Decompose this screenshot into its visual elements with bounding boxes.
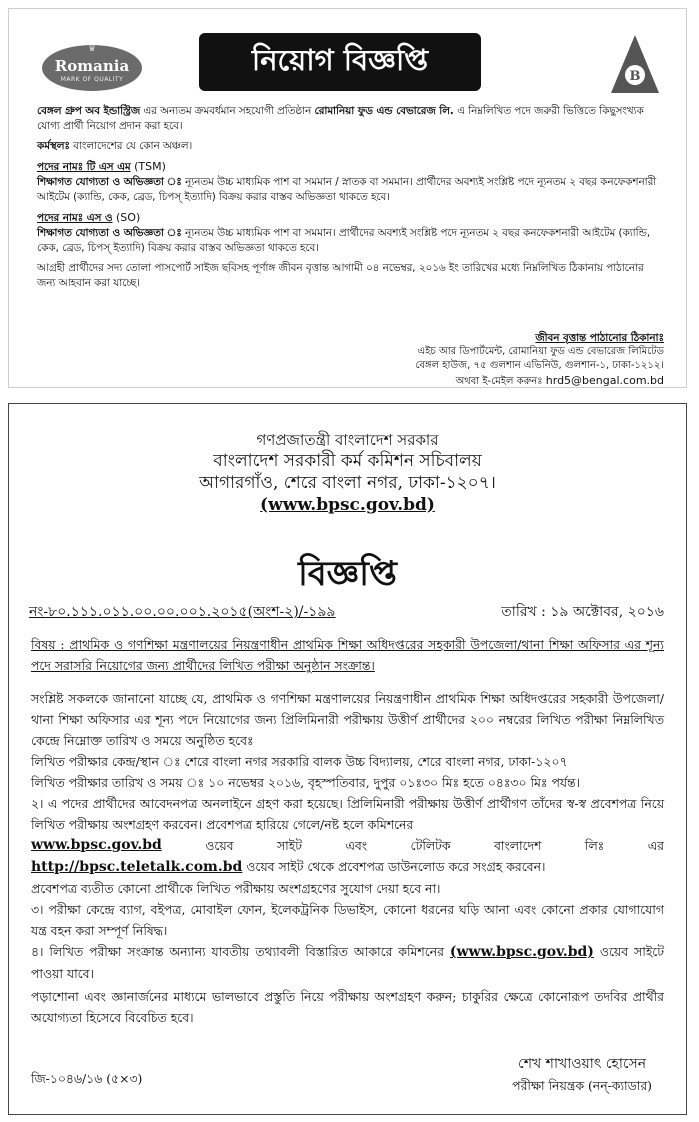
exam-venue: লিখিত পরীক্ষার কেন্দ্র/স্থান ঃ শেরে বাংলা নগর সরকারি বালক উচ্চ বিদ্যালয়, শেরে বাংলা নগর, ঢাকা-১২০৭ [31,754,568,769]
commission-name: বাংলাদেশ সরকারী কর্ম কমিশন সচিবালয় [213,451,482,471]
email-link[interactable]: hrd5@bengal.com.bd [545,373,664,387]
post-tsm [37,160,665,205]
notice-subject: বিষয় : প্রাথমিক ও গণশিক্ষা মন্ত্রণালয়ের নিয়ন্ত্রণাধীন প্রাথমিক শিক্ষা অধিদপ্তরের সহকারী উপজেলা/থানা শিক্ষা অফিসার এর শূন্য পদে সরাসরি নিয়োগের জন্য প্রার্থীদের লিখিত পরীক্ষা অনুষ্ঠান সংক্রান্ত। [31,637,664,673]
cv-email-line [415,374,664,389]
memo-row [29,600,664,624]
gov-name: গণপ্রজাতন্ত্রী বাংলাদেশ সরকার [256,431,439,449]
item-2-end: প্রবেশপত্র ব্যতীত কোনো প্রার্থীকে লিখিত পরীক্ষায় অংশগ্রহণের সুযোগ দেয়া হবে না। [31,881,441,896]
intro-text-1: এর অন্যতম ক্রমবর্ধমান সহযোগী প্রতিষ্ঠান [140,105,315,117]
cv-address-line1: এইচ আর ডিপার্টমেন্ট, রোমানিয়া ফুড এন্ড বেভারেজ লিমিটেড [417,346,664,358]
intro-text-2: এ নিম্নলিখিত পদে জরুরী ভিত্তিতে কিছুসংখ্যক যোগ্য প্রার্থী নিয়োগ প্রদান করা হবে। [37,105,644,132]
commission-website[interactable]: (www.bpsc.gov.bd) [260,495,435,515]
post-name-label: পদের নামঃ এস ও [37,211,113,224]
post-name-so [37,211,665,226]
item-2-text: ২। এ পদের প্রার্থীদের আবেদনপত্র অনলাইনে গ্রহণ করা হয়েছে। প্রিলিমিনারী পরীক্ষায় উত্তীর্ণ প্রার্থীগণ তাঁদের স্ব-স্ব প্রবেশপত্র নিয়ে লিখিত পরীক্ষায় অংশগ্রহণ করবেন। প্রবেশপত্র হারিয়ে গেলে/নষ্ট হলে কমিশনের [31,796,664,832]
post-name-en: (SO) [112,210,141,224]
bengal-logo-letter: B [629,69,641,84]
ad-code: জি-১০৪৬/১৬ (৫×৩) [31,1071,143,1086]
apply-instructions: আগ্রহী প্রার্থীদের সদ্য তোলা পাসপোর্ট সাইজ ছবিসহ পূর্ণাঙ্গ জীবন বৃত্তান্ত আগামী ০৪ নভেম্বর, ২০১৬ ইং তারিখের মধ্যে নিম্নলিখিত ঠিকানায় পাঠানোর জন্য আহবান করা যাচ্ছে। [37,262,644,289]
qualification-label: শিক্ষাগত যোগ্যতা ও অভিজ্ঞতা ঃ [37,227,182,240]
commission-address: আগারগাঁও, শেরে বাংলা নগর, ঢাকা-১২০৭। [199,473,496,493]
cv-address-block [415,331,664,389]
sister-company-name: রোমানিয়া ফুড এন্ড বেভারেজ লি. [314,105,454,117]
government-header [9,430,686,517]
item-4 [31,941,664,984]
item2-word: এবং [345,838,368,853]
workplace-value: বাংলাদেশের যে কোন অঞ্চল। [69,140,193,153]
exam-datetime: লিখিত পরীক্ষার তারিখ ও সময় ঃ ১০ নভেম্বর ২০১৬, বৃহস্পতিবার, দুপুর ০১ঃ৩০ মিঃ হতে ০৪ঃ৩০ মিঃ পর্যন্ত। [31,775,580,790]
bengal-triangle-logo-icon [609,33,661,95]
item4-end: ওয়েব সাইটে পাওয়া যাবে। [31,944,664,981]
romania-logo-brand: Romania [54,57,130,75]
item2-word: লিঃ [584,838,605,853]
cv-address-title: জীবন বৃত্তান্ত পাঠানোর ঠিকানাঃ [535,332,664,344]
memo-number: নং-৮০.১১১.০১১.০০.০০.০০১.২০১৫(অংশ-২)/-১৯৯ [29,604,336,620]
post-name-label: পদের নামঃ টি এস এম [37,160,131,173]
item4-website-link[interactable]: (www.bpsc.gov.bd) [449,944,594,960]
item2-word: এর [647,838,664,853]
item2-after-url: ওয়েব সাইট থেকে প্রবেশপত্র ডাউনলোড করে সংগ্রহ করবেন। [242,859,546,874]
item-2-teletalk-line [31,856,664,878]
romania-logo [42,45,142,91]
post-so [37,211,665,256]
item-2-website-line [31,835,664,856]
notice-body [31,634,664,1028]
item2-word: বাংলাদেশ [493,838,542,853]
workplace-line [37,139,665,154]
workplace-label: কর্মস্থলঃ [37,140,70,153]
item2-word: টেলিটক [410,838,451,853]
recruitment-ad-romania [8,8,687,388]
cv-address-line2: বেঙ্গল হাউজ, ৭৫ গুলশান এভিনিউ, গুলশান-১, ঢাকা-১২১২। [415,360,664,372]
closing-statement: পড়াশোনা এবং জ্ঞানার্জনের মাধ্যমে ভালভাবে প্রস্তুতি নিয়ে পরীক্ষায় অংশগ্রহণ করুন; চাকুরির ক্ষেত্রে কোনোরূপ তদবির প্রার্থীর অযোগ্যতা হিসেবে বিবেচিত হবে। [31,989,664,1025]
item2-word: সাইট [277,838,302,853]
romania-logo-tagline: MARK OF QUALITY [60,76,124,83]
teletalk-website-link[interactable]: http://bpsc.teletalk.com.bd [31,859,243,875]
email-prefix: অথবা ই-মেইল করুনঃ [455,375,546,387]
post-name-tsm [37,160,665,175]
recruitment-ad-body [37,104,665,297]
qualification-text: ন্যূনতম উচ্চ মাধ্যমিক পাশ বা সমমান / স্নাতক বা সমমান। প্রার্থীদের অবশ্যই সংশ্লিষ্ট পদে ন্যূনতম ২ বছর কনফেকশনারী আইটেম (ক্যান্ডি, কেক, ব্রেড, চিপস্ ইত্যাদি) বিক্রয় করার বাস্তব অভিজ্ঞতা থাকতে হবে। [37,176,657,203]
qualification-label: শিক্ষাগত যোগ্যতা ও অভিজ্ঞতা ঃ [37,176,182,189]
crown-icon: ♛ [87,44,97,54]
company-name: বেঙ্গল গ্রুপ অব ইন্ডাস্ট্রিজ [37,105,141,117]
post-name-en: (TSM) [130,159,166,173]
item4-text: ৪। লিখিত পরীক্ষা সংক্রান্ত অন্যান্য যাবতীয় তথ্যাবলী বিস্তারিত আকারে কমিশনের [31,944,450,959]
item-3: ৩। পরীক্ষা কেন্দ্রে ব্যাগ, বইপত্র, মোবাইল ফোন, ইলেকট্রনিক ডিভাইস, কোনো ধরনের ঘড়ি আনা এবং কোনো প্রকার যোগাযোগ যন্ত্র বহন করা সম্পূর্ণ নিষিদ্ধ। [31,902,664,938]
notice-date: তারিখ : ১৯ অক্টোবর, ২০১৬ [501,604,664,620]
notice-title: বিজ্ঞপ্তি [298,554,397,594]
intro-paragraph [37,104,665,133]
signatory-name: শেখ শাখাওয়াৎ হোসেন [518,1056,647,1072]
item2-word: ওয়েব [205,838,234,853]
post-qualification-tsm [37,175,665,204]
notice-paragraph-1: সংশ্লিষ্ট সকলকে জানানো যাচ্ছে যে, প্রাথমিক ও গণশিক্ষা মন্ত্রণালয়ের নিয়ন্ত্রণাধীন প্রাথমিক শিক্ষা অধিদপ্তরের সহকারী উপজেলা/থানা শিক্ষা অফিসার এর শূন্য পদে নিয়োগের জন্য প্রিলিমিনারী পরীক্ষায় উত্তীর্ণ প্রার্থীদের ২০০ নম্বরের লিখিত পরীক্ষা নিম্নলিখিত কেন্দ্রে নিম্নোক্ত তারিখ ও সময়ে অনুষ্ঠিত হবেঃ [31,691,664,748]
qualification-text: ন্যূনতম উচ্চ মাধ্যমিক পাশ বা সমমান। প্রার্থীদের অবশ্যই সংশ্লিষ্ট পদে ন্যূনতম ২ বছর কনফেকশনারী আইটেম (ক্যান্ডি, কেক, ব্রেড, চিপস্ ইত্যাদি) বিক্রয় করার বাস্তব অভিজ্ঞতা থাকতে হবে। [37,227,651,254]
bpsc-website-link[interactable]: www.bpsc.gov.bd [31,837,162,853]
bpsc-notice [8,403,687,1115]
signature-block [512,1054,652,1096]
post-qualification-so [37,226,665,255]
signatory-title: পরীক্ষা নিয়ন্ত্রক (নন্-ক্যাডার) [512,1078,652,1093]
recruitment-notice-title: নিয়োগ বিজ্ঞপ্তি [199,33,481,91]
